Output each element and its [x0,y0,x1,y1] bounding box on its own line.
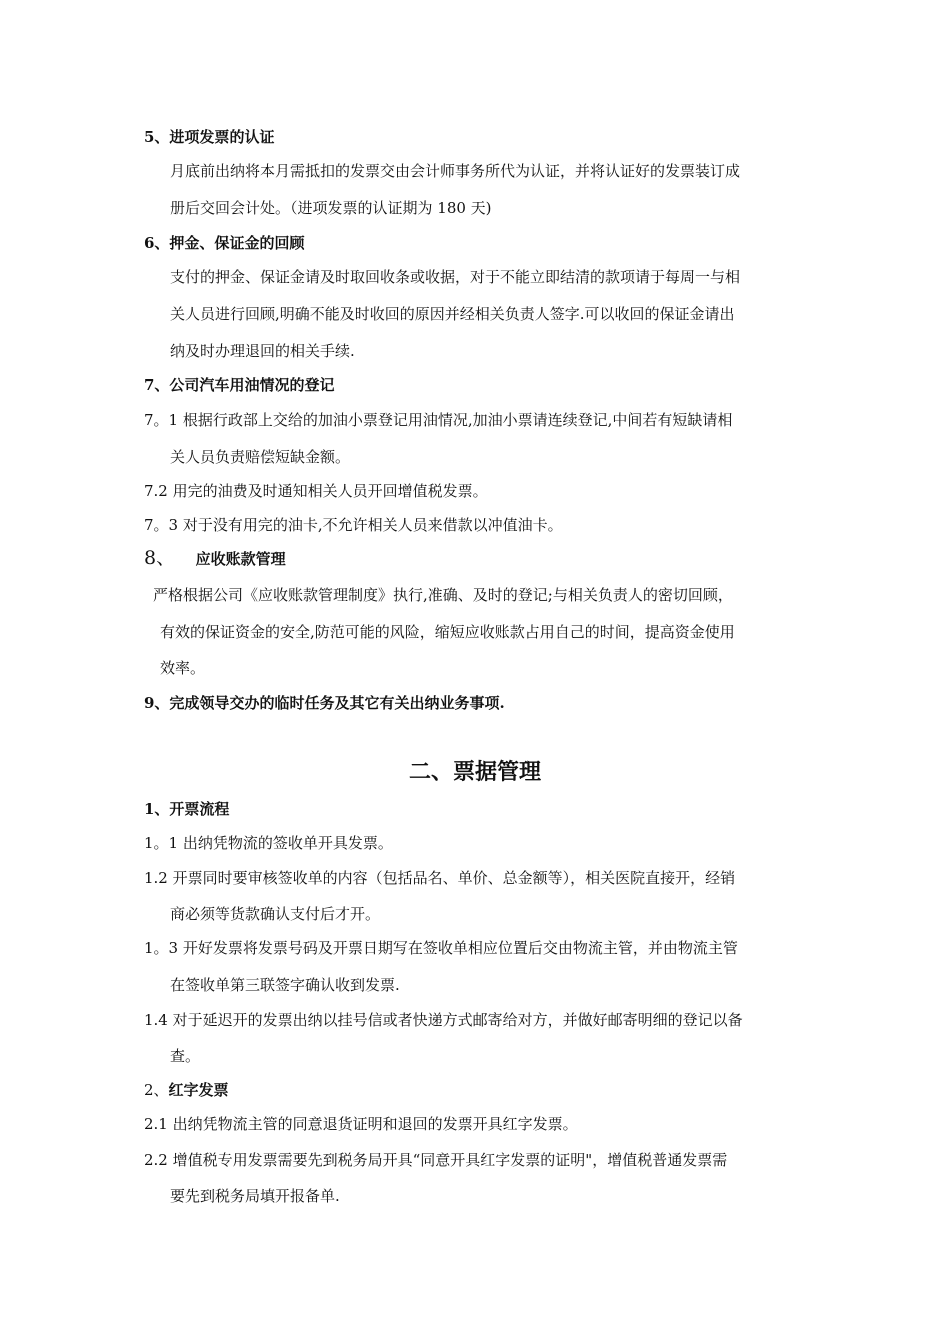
invoice-process-line-2: 1.2 开票同时要审核签收单的内容（包括品名、单价、总金额等），相关医院直接开，经销 [144,869,736,887]
section-6-line-1: 支付的押金、保证金请及时取回收条或收据，对于不能立即结清的款项请于每周一与相 [170,268,741,286]
red-invoice-line-3: 要先到税务局填开报备单. [170,1187,340,1205]
section-7-line-4: 7。3 对于没有用完的油卡,不允许相关人员来借款以冲值油卡。 [144,516,563,534]
section-6-line-3: 纳及时办理退回的相关手续. [170,342,355,360]
section-7-line-1: 7。1 根据行政部上交给的加油小票登记用油情况,加油小票请连续登记,中间若有短缺请相 [144,411,733,429]
invoice-process-line-1: 1。1 出纳凭物流的签收单开具发票。 [144,834,393,852]
section-6-heading: 6、押金、保证金的回顾 [144,234,305,252]
red-invoice-number: 2、 [144,1081,169,1099]
section-5-line-2: 册后交回会计处。（进项发票的认证期为 180 天) [170,199,492,217]
section-8-line-2: 有效的保证资金的安全,防范可能的风险，缩短应收账款占用自己的时间，提高资金使用 [160,623,735,641]
invoice-process-line-5: 在签收单第三联签字确认收到发票. [170,976,400,994]
section-5-line-1: 月底前出纳将本月需抵扣的发票交由会计师事务所代为认证，并将认证好的发票装订成 [170,162,741,180]
red-invoice-heading [0,1080,950,1100]
section-5-heading: 5、进项发票的认证 [144,128,275,146]
red-invoice-title: 红字发票 [168,1081,229,1099]
invoice-process-line-4: 1。3 开好发票将发票号码及开票日期写在签收单相应位置后交由物流主管，并由物流主管 [144,939,738,957]
section-8-line-1: 严格根据公司《应收账款管理制度》执行,准确、及时的登记;与相关负责人的密切回顾， [153,586,733,604]
invoice-process-line-6: 1.4 对于延迟开的发票出纳以挂号信或者快递方式邮寄给对方，并做好邮寄明细的登记以备 [144,1011,743,1029]
section-8-line-3: 效率。 [160,659,206,677]
red-invoice-line-1: 2.1 出纳凭物流主管的同意退货证明和退回的发票开具红字发票。 [144,1115,578,1133]
section-7-line-3: 7.2 用完的油费及时通知相关人员开回增值税发票。 [144,482,488,500]
section-6-line-2: 关人员进行回顾,明确不能及时收回的原因并经相关负责人签字.可以收回的保证金请出 [170,305,735,323]
invoice-process-line-3: 商必须等货款确认支付后才开。 [170,905,381,923]
red-invoice-line-2: 2.2 增值税专用发票需要先到税务局开具“同意开具红字发票的证明"，增值税普通发票需 [144,1151,728,1169]
section-7-line-2: 关人员负责赔偿短缺金额。 [170,448,351,466]
invoice-process-line-7: 查。 [170,1047,201,1065]
part-2-title: 二、票据管理 [408,759,541,785]
invoice-process-heading: 1、开票流程 [144,800,230,818]
section-9-heading: 9、完成领导交办的临时任务及其它有关出纳业务事项. [144,694,505,712]
section-8-heading [0,548,950,569]
section-8-title: 应收账款管理 [195,550,286,568]
section-8-number: 8、 [144,547,176,569]
section-7-heading: 7、公司汽车用油情况的登记 [144,376,335,394]
